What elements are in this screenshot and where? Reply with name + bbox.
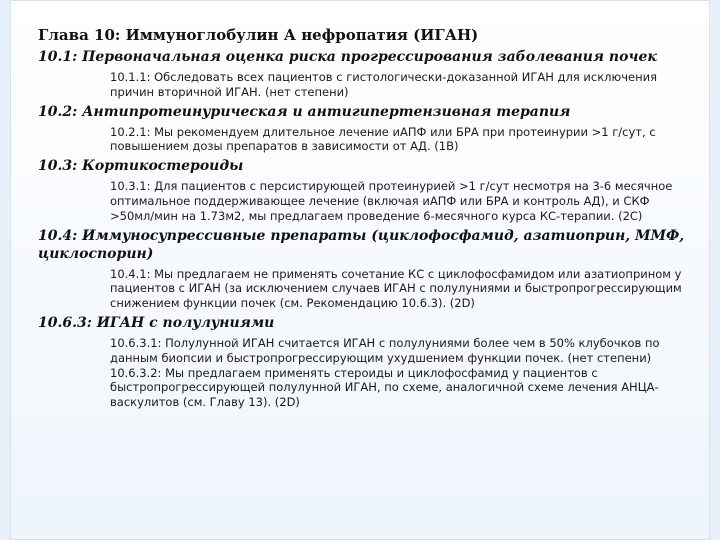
section-10-6-3 — [38, 314, 690, 410]
left-border-decoration — [0, 0, 10, 540]
section-10-2 — [38, 103, 690, 155]
recommendation-text: 10.2.1: Мы рекомендуем длительное лечение иАПФ или БРА при протеинурии >1 г/сут, с повышением дозы препаратов в зависимости от АД. (1В) — [110, 124, 656, 154]
slide-content — [38, 26, 690, 413]
section-heading: 10.6.3: ИГАН с полулуниями — [38, 314, 275, 331]
recommendation-text: 10.3.1: Для пациентов с персистирующей протеинурией >1 г/сут несмотря на 3-6 месячное оптимальное поддерживающее лечение (включая иАПФ или БРА и контроль АД), и СКФ >50мл/мин на 1.73м2, мы предлагаем проведение 6-месячного курса КС-терапии. (2С) — [110, 179, 673, 223]
recommendation-text: 10.6.3.1: Полулунной ИГАН считается ИГАН с полулуниями более чем в 50% клубочков по данным биопсии и быстропрогрессирующим ухудшением функции почек. (нет степени) — [110, 335, 660, 365]
right-border-decoration — [710, 0, 720, 540]
section-heading: 10.1: Первоначальная оценка риска прогрессирования заболевания почек — [38, 49, 657, 65]
recommendation-text: 10.4.1: Мы предлагаем не применять сочетание КС с циклофосфамидом или азатиоприном у пациентов с ИГАН (за исключением случаев ИГАН с полулуниями и быстропрогрессирующим снижением функции почек (см. Рекомендацию 10.6.3). (2D) — [110, 266, 682, 311]
chapter-title: Глава 10: Иммуноглобулин А нефропатия (ИГАН) — [38, 26, 479, 44]
section-heading: 10.2: Антипротеинурическая и антигипертензивная терапия — [38, 103, 571, 120]
section-10-1 — [38, 48, 690, 100]
recommendation-text: 10.1.1: Обследовать всех пациентов с гистологически-доказанной ИГАН для исключения причин вторичной ИГАН. (нет степени) — [110, 70, 657, 99]
section-10-3 — [38, 157, 690, 223]
section-heading: 10.3: Кортикостероиды — [38, 158, 244, 175]
section-heading: 10.4: Иммуносупрессивные препараты (циклофосфамид, азатиоприн, ММФ, циклоспорин) — [38, 227, 685, 262]
section-10-4 — [38, 227, 690, 311]
recommendation-text: 10.6.3.2: Мы предлагаем применять стероиды и циклофосфамид у пациентов с быстропрогрессирующей полулунной ИГАН, по схеме, аналогичной схеме лечения АНЦА-васкулитов (см. Главу 13). (2D) — [110, 365, 659, 410]
